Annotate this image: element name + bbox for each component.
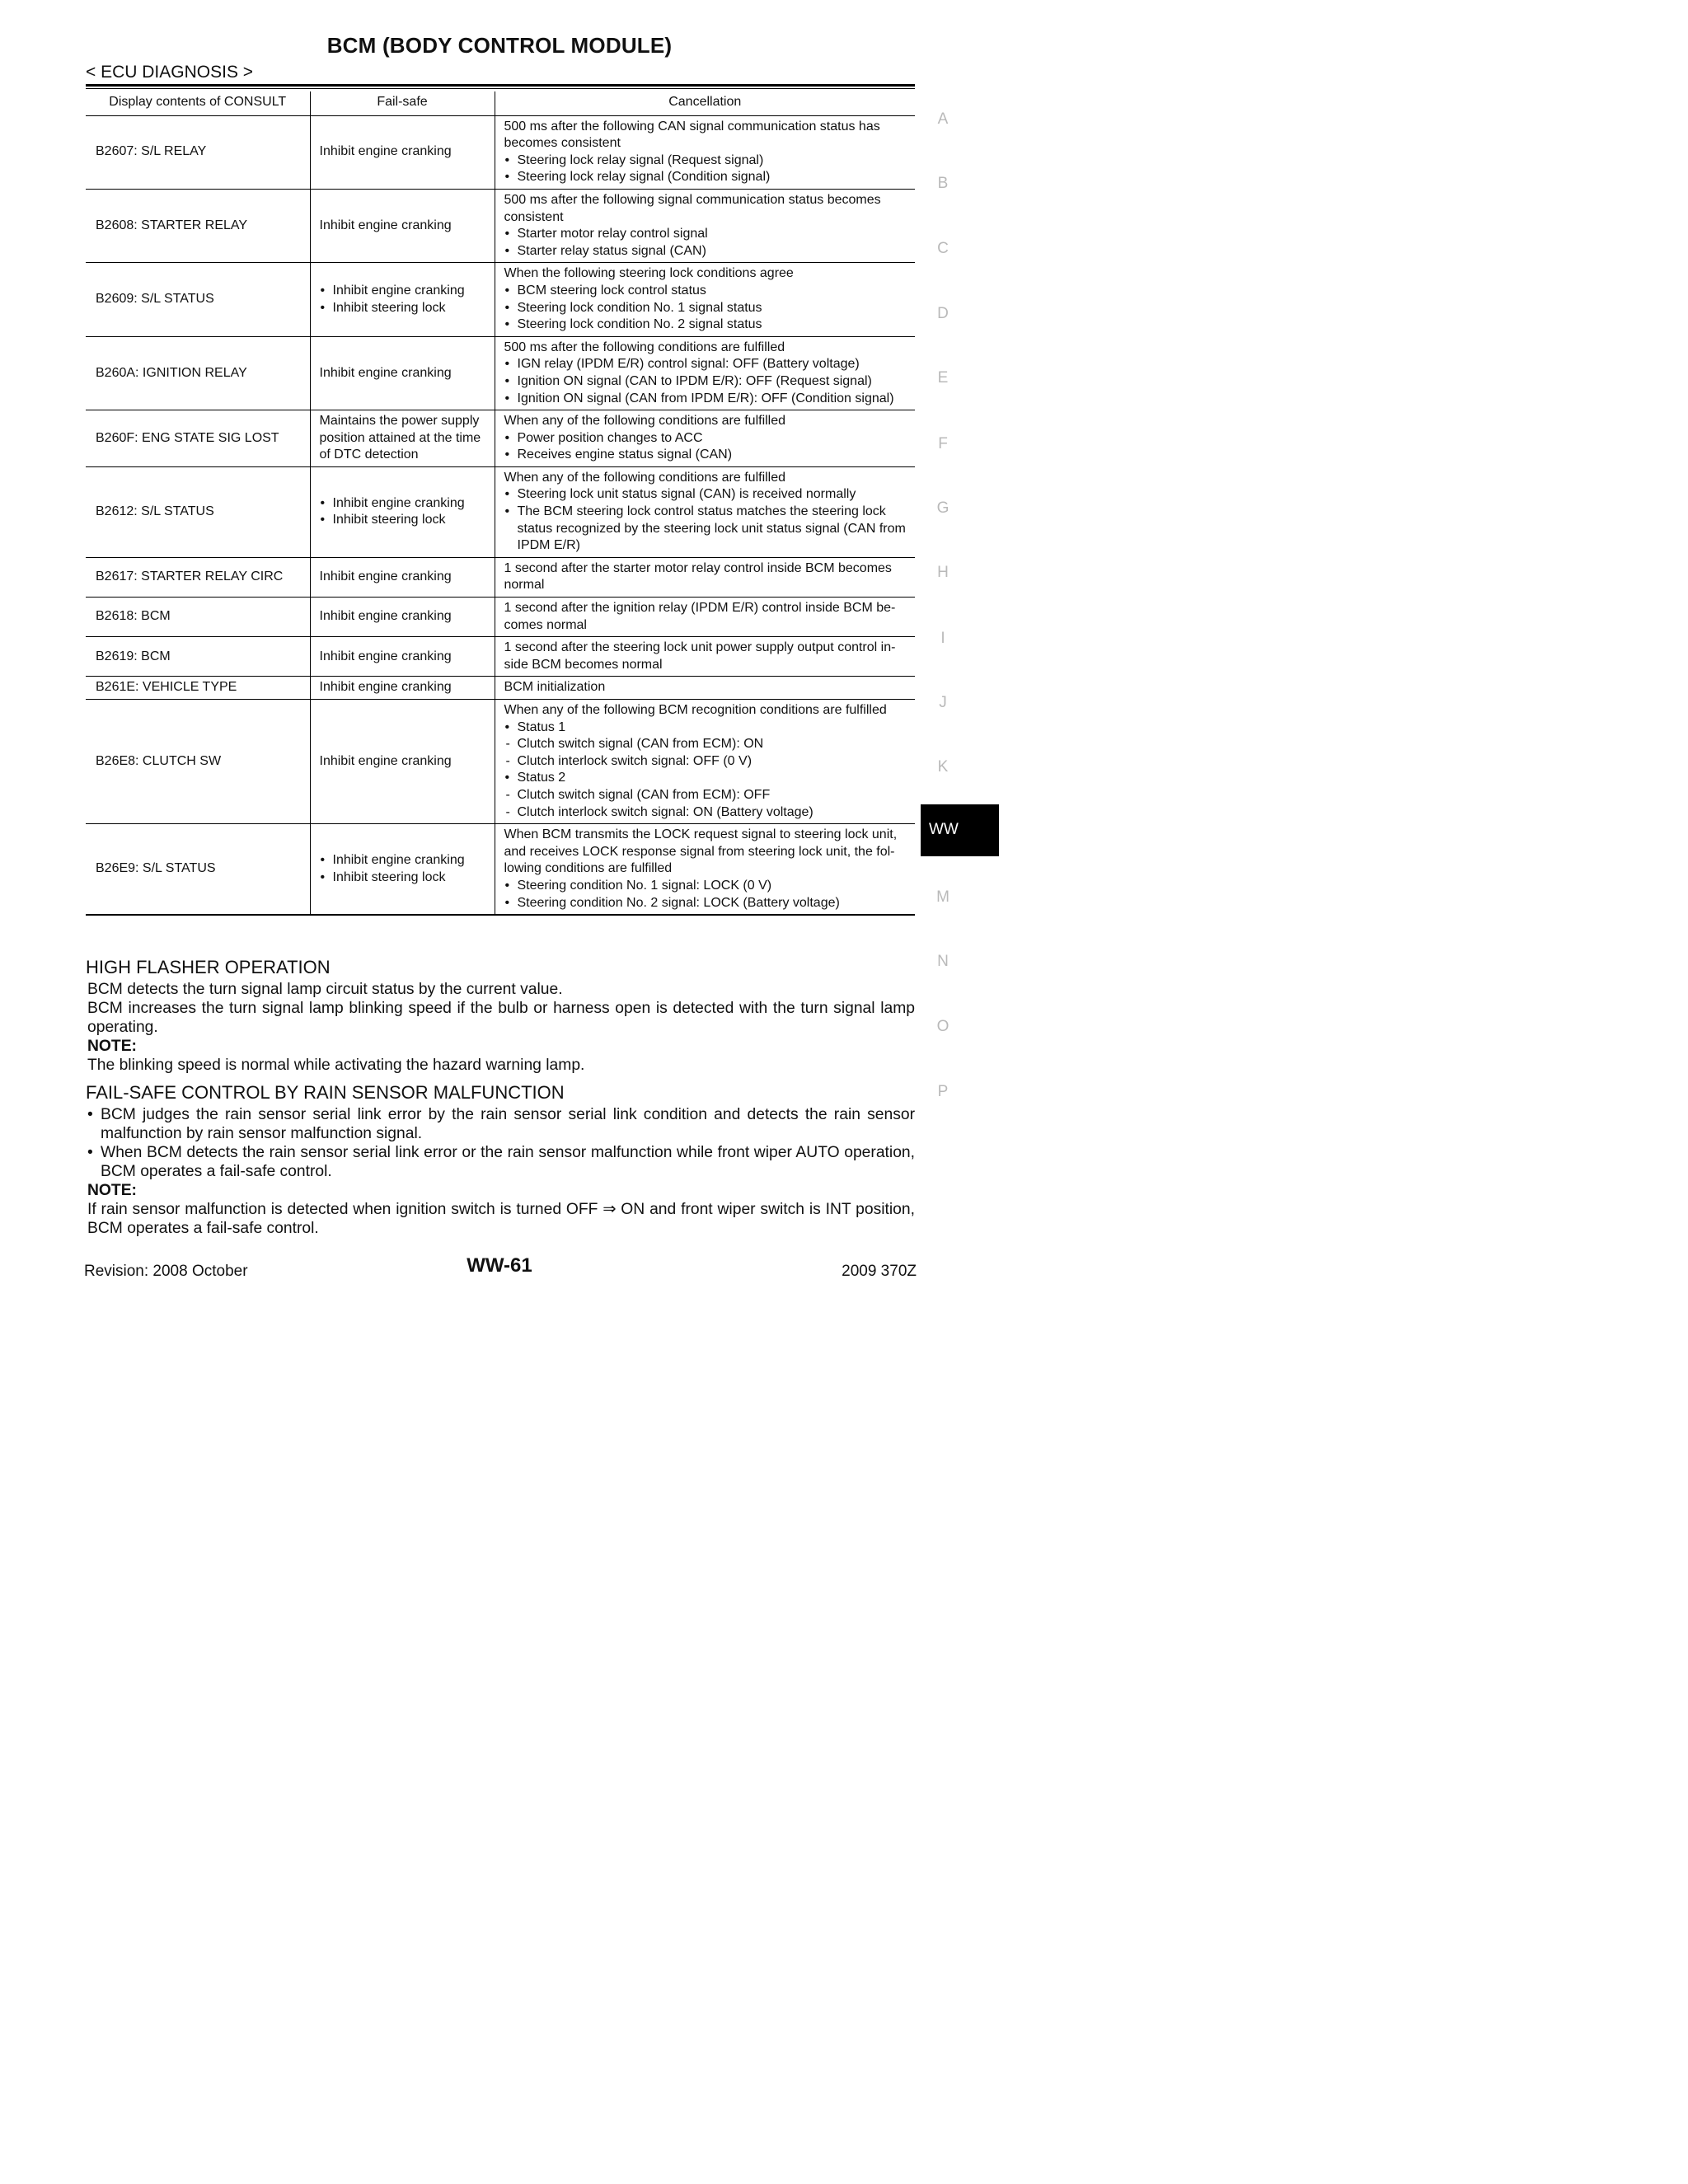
side-index-m: M (936, 888, 950, 906)
dtc-code: B2617: STARTER RELAY CIRC (96, 569, 284, 584)
dtc-code: B2619: BCM (96, 649, 171, 663)
dtc-display-cell (86, 410, 310, 467)
side-index-c: C (937, 240, 949, 257)
rain-sensor-note-label: NOTE: (87, 1182, 137, 1199)
header-rule-thin (86, 88, 915, 89)
failsafe-cell (310, 677, 495, 700)
cancellation-cell (495, 115, 915, 189)
cancellation-bullet: • Steering lock relay signal (Request signal) (504, 152, 911, 170)
cancellation-text: 1 second after the steering lock unit power supply output control in- (504, 640, 896, 655)
cancellation-cell (495, 263, 915, 336)
dtc-code: B261E: VEHICLE TYPE (96, 680, 237, 695)
cancellation-cell (495, 466, 915, 557)
high-flasher-note-text: The blinking speed is normal while activating the hazard warning lamp. (87, 1057, 585, 1074)
cancellation-cell (495, 700, 915, 824)
failsafe-bullet: • Inhibit steering lock (320, 869, 486, 887)
dtc-code: B26E8: CLUTCH SW (96, 753, 222, 768)
high-flasher-text-1: BCM detects the turn signal lamp circuit status by the current value. (87, 981, 563, 998)
high-flasher-heading: HIGH FLASHER OPERATION (86, 957, 331, 977)
table-row (86, 598, 915, 637)
failsafe-cell (310, 557, 495, 597)
cancellation-cell (495, 637, 915, 677)
cancellation-bullet: • Steering lock relay signal (Condition signal) (504, 169, 911, 186)
dtc-code: B26E9: S/L STATUS (96, 861, 216, 876)
high-flasher-section (86, 957, 915, 1075)
dtc-code: B260A: IGNITION RELAY (96, 365, 247, 380)
table-row (86, 557, 915, 597)
side-index-ww-active (921, 804, 999, 856)
cancellation-cell (495, 677, 915, 700)
failsafe-text: Inhibit engine cranking (319, 569, 452, 584)
failsafe-cell (310, 410, 495, 467)
failsafe-text: Inhibit engine cranking (319, 680, 452, 695)
cancellation-bullet: • BCM steering lock control status (504, 283, 911, 300)
cancellation-cell (495, 410, 915, 467)
column-header-failsafe: Fail-safe (310, 91, 495, 115)
cancellation-text: 1 second after the ignition relay (IPDM E/R) control inside BCM be- (504, 601, 896, 616)
cancellation-bullet: • Steering condition No. 1 signal: LOCK (0 V) (504, 878, 911, 895)
failsafe-text: Inhibit engine cranking (319, 753, 452, 768)
rain-sensor-bullet-1: • BCM judges the rain sensor serial link error by the rain sensor serial link condition and detects the rain sensor malfunction by rain sensor malfunction signal. (86, 1105, 915, 1143)
table-row (86, 637, 915, 677)
table-header-row (86, 91, 915, 115)
page-title: BCM (BODY CONTROL MODULE) (326, 33, 673, 58)
cancellation-bullet: • Status 1 (504, 719, 911, 737)
cancellation-bullet: • The BCM steering lock control status matches the steering lock status recognized by the steering lock unit status signal (CAN from IPDM E/R) (504, 504, 911, 555)
dtc-display-cell (86, 263, 310, 336)
high-flasher-note-label: NOTE: (87, 1038, 137, 1055)
cancellation-bullet: • Power position changes to ACC (504, 430, 911, 448)
side-index-f: F (938, 435, 948, 452)
table-row (86, 700, 915, 824)
failsafe-text: Inhibit engine cranking (319, 649, 452, 663)
high-flasher-text-2: BCM increases the turn signal lamp blinking speed if the bulb or harness open is detected with the turn signal lamp operating. (87, 1000, 915, 1036)
dtc-code: B2608: STARTER RELAY (96, 218, 248, 232)
dtc-display-cell (86, 700, 310, 824)
cancellation-bullet: • Status 2 (504, 770, 911, 787)
footer-page-number: WW-61 (467, 1254, 532, 1277)
side-index-g: G (936, 499, 950, 517)
side-index-h: H (937, 564, 949, 581)
cancellation-text: When the following steering lock conditions agree (504, 266, 794, 281)
dtc-display-cell (86, 637, 310, 677)
failsafe-text: position attained at the time (319, 430, 481, 445)
side-index-a: A (937, 110, 949, 128)
dtc-code: B2618: BCM (96, 609, 171, 624)
table-row (86, 189, 915, 262)
column-header-display: Display contents of CONSULT (86, 91, 310, 115)
table-row (86, 336, 915, 410)
cancellation-bullet: • Receives engine status signal (CAN) (504, 447, 911, 464)
cancellation-cell (495, 598, 915, 637)
failsafe-text: Inhibit engine cranking (319, 609, 452, 624)
cancellation-text: When any of the following BCM recognition conditions are fulfilled (504, 703, 887, 717)
side-index-e: E (937, 369, 949, 387)
rain-sensor-bullet-2: • When BCM detects the rain sensor serial link error or the rain sensor malfunction while front wiper AUTO operation, BCM operates a fail-safe control. (86, 1143, 915, 1181)
cancellation-text: When BCM transmits the LOCK request signal to steering lock unit, (504, 827, 898, 842)
column-header-cancellation: Cancellation (495, 91, 915, 115)
dtc-display-cell (86, 336, 310, 410)
side-index-i: I (940, 630, 945, 647)
cancellation-bullet: • Ignition ON signal (CAN to IPDM E/R): OFF (Request signal) (504, 373, 911, 391)
dtc-code: B260F: ENG STATE SIG LOST (96, 430, 279, 445)
dtc-display-cell (86, 189, 310, 262)
section-subtitle: < ECU DIAGNOSIS > (86, 63, 254, 82)
cancellation-bullet: • Ignition ON signal (CAN from IPDM E/R): OFF (Condition signal) (504, 391, 911, 408)
side-index-b: B (937, 175, 949, 192)
rain-sensor-section (86, 1082, 915, 1238)
cancellation-bullet: • Steering lock unit status signal (CAN) is received normally (504, 486, 911, 504)
failsafe-text: Maintains the power supply (319, 414, 480, 429)
dtc-code: B2607: S/L RELAY (96, 144, 207, 159)
failsafe-text: Inhibit engine cranking (319, 365, 452, 380)
cancellation-text: consistent (504, 209, 564, 224)
cancellation-text: When any of the following conditions are fulfilled (504, 414, 786, 429)
cancellation-text: 500 ms after the following CAN signal communication status has (504, 119, 880, 134)
dtc-display-cell (86, 824, 310, 915)
cancellation-bullet: • Starter relay status signal (CAN) (504, 243, 911, 260)
cancellation-text: lowing conditions are fulfilled (504, 861, 673, 876)
cancellation-text: When any of the following conditions are fulfilled (504, 470, 786, 485)
failsafe-bullet: • Inhibit engine cranking (320, 283, 486, 300)
cancellation-bullet: • IGN relay (IPDM E/R) control signal: OFF (Battery voltage) (504, 356, 911, 373)
cancellation-text: 500 ms after the following signal communication status becomes (504, 192, 881, 207)
dtc-display-cell (86, 115, 310, 189)
failsafe-cell (310, 637, 495, 677)
cancellation-text: normal (504, 578, 545, 593)
failsafe-cell (310, 336, 495, 410)
side-index-j: J (939, 694, 947, 711)
header-rule-thick (86, 84, 915, 87)
cancellation-text: 1 second after the starter motor relay control inside BCM becomes (504, 560, 892, 575)
footer-revision: Revision: 2008 October (84, 1263, 248, 1280)
table-row (86, 466, 915, 557)
rain-sensor-heading: FAIL-SAFE CONTROL BY RAIN SENSOR MALFUNCTION (86, 1082, 565, 1103)
cancellation-text: comes normal (504, 617, 587, 632)
failsafe-text: of DTC detection (319, 448, 419, 462)
dtc-display-cell (86, 557, 310, 597)
failsafe-bullet: • Inhibit steering lock (320, 512, 486, 529)
cancellation-text: side BCM becomes normal (504, 657, 663, 672)
table-row (86, 263, 915, 336)
dtc-display-cell (86, 598, 310, 637)
failsafe-cell (310, 700, 495, 824)
failsafe-bullet: • Inhibit steering lock (320, 300, 486, 317)
failsafe-cell (310, 189, 495, 262)
failsafe-cell (310, 824, 495, 915)
table-row (86, 115, 915, 189)
table-row (86, 824, 915, 915)
side-index-ww-label: WW (929, 821, 959, 838)
footer-model: 2009 370Z (842, 1263, 917, 1280)
cancellation-dash-item: - Clutch switch signal (CAN from ECM): OFF (504, 787, 911, 804)
dtc-code: B2612: S/L STATUS (96, 504, 214, 519)
cancellation-cell (495, 189, 915, 262)
fail-safe-table (86, 91, 915, 916)
failsafe-cell (310, 466, 495, 557)
side-index-k: K (937, 758, 949, 776)
failsafe-cell (310, 115, 495, 189)
failsafe-bullet: • Inhibit engine cranking (320, 495, 486, 513)
side-index-p: P (937, 1083, 949, 1100)
dtc-code: B2609: S/L STATUS (96, 292, 214, 307)
side-index-o: O (936, 1018, 950, 1035)
failsafe-bullet: • Inhibit engine cranking (320, 852, 486, 869)
table-row (86, 410, 915, 467)
cancellation-cell (495, 824, 915, 915)
cancellation-bullet: • Steering lock condition No. 1 signal status (504, 300, 911, 317)
cancellation-dash-item: - Clutch switch signal (CAN from ECM): ON (504, 736, 911, 753)
rain-sensor-note-text: If rain sensor malfunction is detected when ignition switch is turned OFF ⇒ ON and front wiper switch is INT position, BCM operates a fail-safe control. (87, 1201, 915, 1237)
cancellation-dash-item: - Clutch interlock switch signal: OFF (0 V) (504, 753, 911, 771)
table-row (86, 677, 915, 700)
failsafe-text: Inhibit engine cranking (319, 144, 452, 159)
dtc-display-cell (86, 677, 310, 700)
cancellation-text: 500 ms after the following conditions are fulfilled (504, 340, 785, 354)
side-index-d: D (937, 305, 949, 322)
cancellation-bullet: • Starter motor relay control signal (504, 226, 911, 243)
cancellation-text: BCM initialization (504, 680, 606, 695)
side-index-n: N (937, 953, 949, 970)
failsafe-text: Inhibit engine cranking (319, 218, 452, 232)
cancellation-bullet: • Steering lock condition No. 2 signal status (504, 316, 911, 334)
cancellation-cell (495, 336, 915, 410)
failsafe-cell (310, 263, 495, 336)
dtc-display-cell (86, 466, 310, 557)
failsafe-cell (310, 598, 495, 637)
cancellation-dash-item: - Clutch interlock switch signal: ON (Battery voltage) (504, 804, 911, 822)
cancellation-text: becomes consistent (504, 136, 621, 151)
cancellation-cell (495, 557, 915, 597)
cancellation-text: and receives LOCK response signal from steering lock unit, the fol- (504, 844, 895, 859)
cancellation-bullet: • Steering condition No. 2 signal: LOCK (Battery voltage) (504, 895, 911, 912)
